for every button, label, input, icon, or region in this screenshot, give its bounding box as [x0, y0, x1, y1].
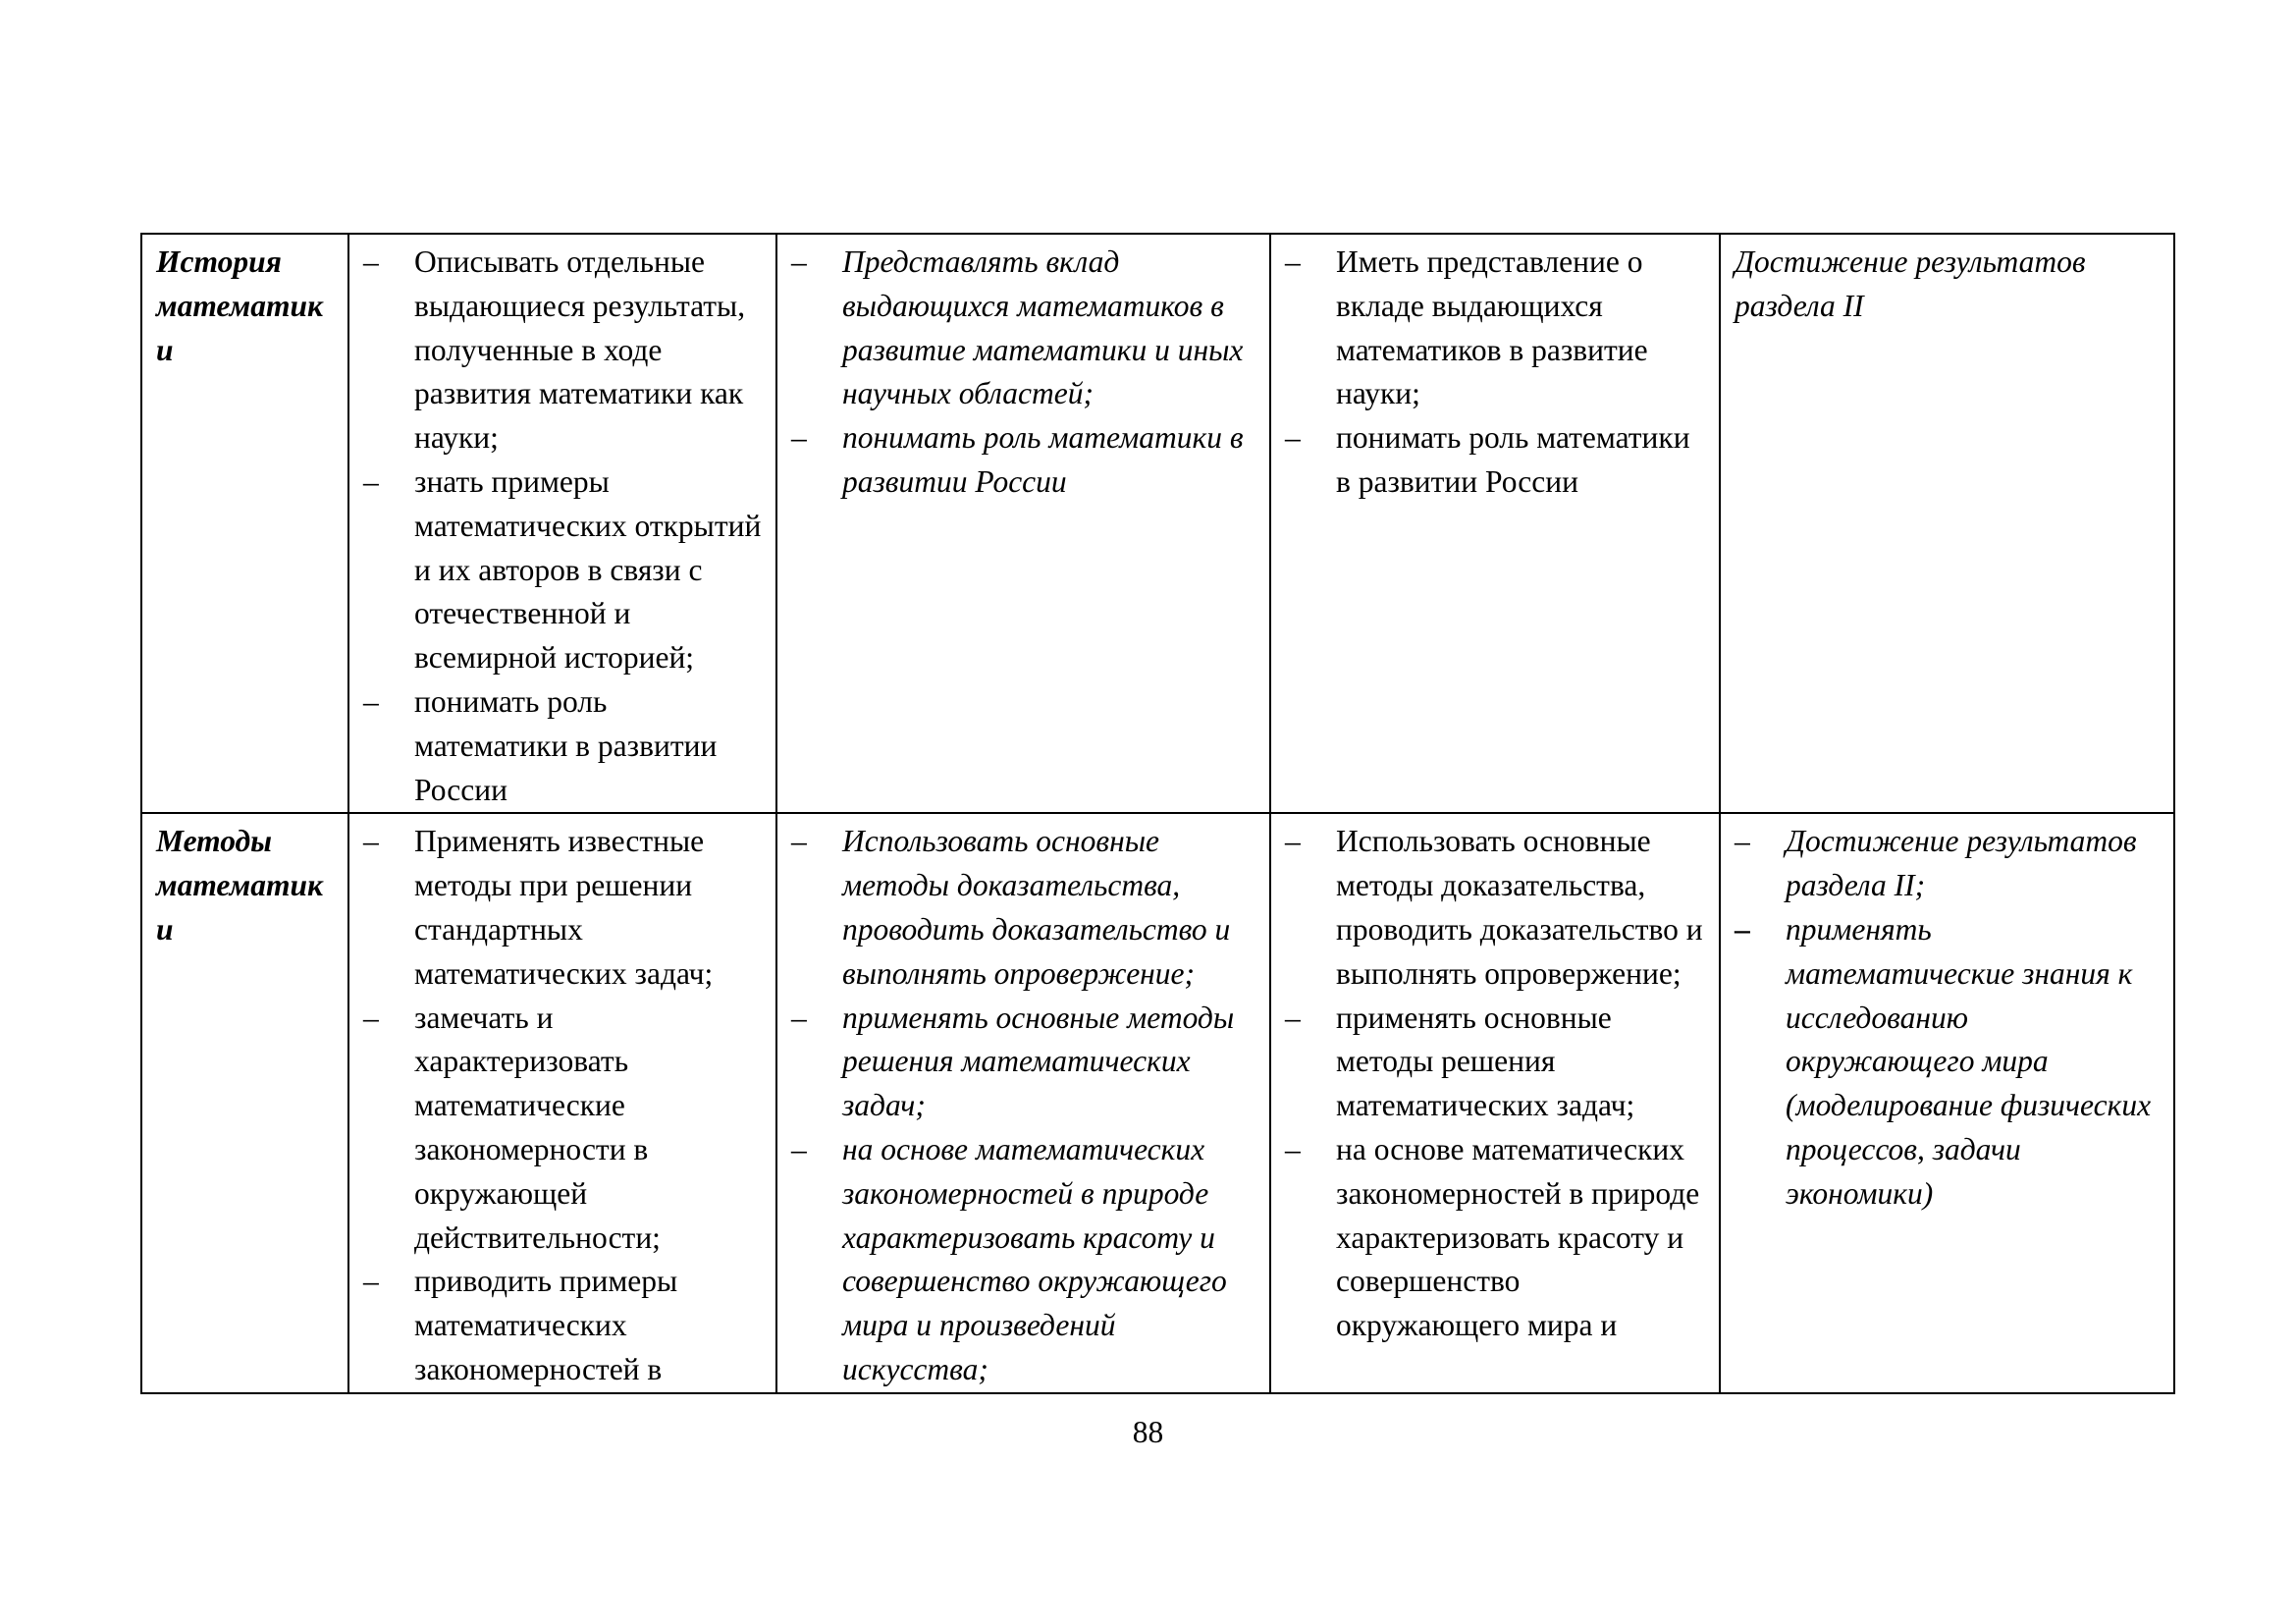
list-item — [791, 997, 1259, 1128]
cell-advanced-level — [776, 813, 1270, 1392]
dash-bullet: – — [363, 1264, 379, 1299]
bullet-list — [791, 820, 1259, 1391]
dash-bullet: – — [363, 1000, 379, 1035]
list-item — [791, 1128, 1259, 1392]
dash-bullet: – — [791, 1000, 807, 1035]
list-item-text: Использовать основные методы доказательства, проводить доказательство и выполнять опровержение; — [1336, 824, 1703, 991]
list-item — [363, 997, 766, 1261]
topic-cell-history — [141, 234, 348, 813]
list-item — [791, 241, 1259, 416]
list-item — [1285, 416, 1709, 505]
bullet-list — [1285, 820, 1709, 1348]
list-item-text: понимать роль математики в развитии России — [414, 683, 718, 807]
cell-advanced-level — [776, 234, 1270, 813]
list-item-text: Описывать отдельные выдающиеся результаты, полученные в ходе развития математики как науки; — [414, 244, 746, 456]
list-item — [363, 460, 766, 680]
requirements-table — [140, 233, 2175, 1394]
list-item — [1285, 997, 1709, 1128]
dash-bullet: – — [1285, 1000, 1301, 1035]
dash-bullet: – — [1735, 824, 1750, 859]
dash-bullet: – — [791, 420, 807, 456]
cell-basic-level — [348, 234, 776, 813]
list-item-text: Применять известные методы при решении стандартных математических задач; — [414, 824, 714, 991]
list-item-text: применять математические знания к исследованию окружающего мира (моделирование физических процессов, задачи экономики) — [1786, 911, 2152, 1211]
table-row — [141, 234, 2174, 813]
dash-bullet: – — [363, 683, 379, 719]
dash-bullet: – — [791, 244, 807, 279]
list-item-text: Иметь представление о вкладе выдающихся математиков в развитие науки; — [1336, 244, 1648, 411]
list-item — [1285, 820, 1709, 996]
dash-bullet: – — [1285, 1131, 1301, 1166]
list-item-text: Использовать основные методы доказательства, проводить доказательство и выполнять опровержение; — [842, 824, 1231, 991]
dash-bullet: – — [1285, 420, 1301, 456]
list-item — [1285, 1128, 1709, 1348]
dash-bullet: – — [363, 463, 379, 499]
cell-advanced-profile-level — [1720, 813, 2174, 1392]
list-item — [363, 680, 766, 812]
cell-profile-level — [1270, 234, 1720, 813]
dash-bullet: – — [791, 1131, 807, 1166]
dash-bullet: – — [363, 824, 379, 859]
list-item-text: понимать роль математики в развитии России — [1336, 420, 1690, 499]
page-number: 88 — [1132, 1415, 1164, 1449]
list-item-text: Достижение результатов раздела II; — [1786, 824, 2137, 903]
list-item — [1735, 820, 2163, 908]
list-item — [1735, 908, 2163, 1217]
dash-bullet: – — [1285, 824, 1301, 859]
cell-profile-level — [1270, 813, 1720, 1392]
list-item-text: применять основные методы решения математических задач; — [1336, 1000, 1635, 1123]
dash-bullet: – — [1735, 911, 1750, 947]
list-item — [791, 820, 1259, 996]
bullet-list — [363, 820, 766, 1391]
list-item-text: приводить примеры математических закономерностей в — [414, 1264, 678, 1386]
list-item-text: замечать и характеризовать математические закономерности в окружающей действительности; — [414, 1000, 661, 1255]
topic-cell-methods — [141, 813, 348, 1392]
list-item-text: знать примеры математических открытий и их авторов в связи с отечественной и всемирной историей; — [414, 463, 762, 676]
list-item — [363, 820, 766, 996]
bullet-list — [791, 241, 1259, 505]
list-item — [363, 1260, 766, 1391]
list-item — [1285, 241, 1709, 416]
list-item — [791, 416, 1259, 505]
bullet-list — [1735, 820, 2163, 1216]
dash-bullet: – — [1285, 244, 1301, 279]
dash-bullet: – — [791, 824, 807, 859]
list-item-text: Представлять вклад выдающихся математиков в развитие математики и иных научных областей; — [842, 244, 1244, 411]
table-row — [141, 813, 2174, 1392]
bullet-list — [363, 241, 766, 812]
topic-label: Методы математик и — [156, 824, 323, 947]
list-item — [363, 241, 766, 460]
list-item-text: на основе математических закономерностей в природе характеризовать красоту и совершенство окружающего мира и — [1336, 1131, 1700, 1343]
cell-advanced-profile-level — [1720, 234, 2174, 813]
list-item-text: применять основные методы решения математических задач; — [842, 1000, 1235, 1123]
dash-bullet: – — [363, 244, 379, 279]
list-item-text: на основе математических закономерностей в природе характеризовать красоту и совершенство окружающего мира и произведений искусства; — [842, 1131, 1227, 1386]
cell-basic-level — [348, 813, 776, 1392]
topic-label: История математик и — [156, 244, 323, 367]
bullet-list — [1285, 241, 1709, 505]
cell-text: Достижение результатов раздела II — [1735, 244, 2086, 323]
list-item-text: понимать роль математики в развитии России — [842, 420, 1244, 499]
